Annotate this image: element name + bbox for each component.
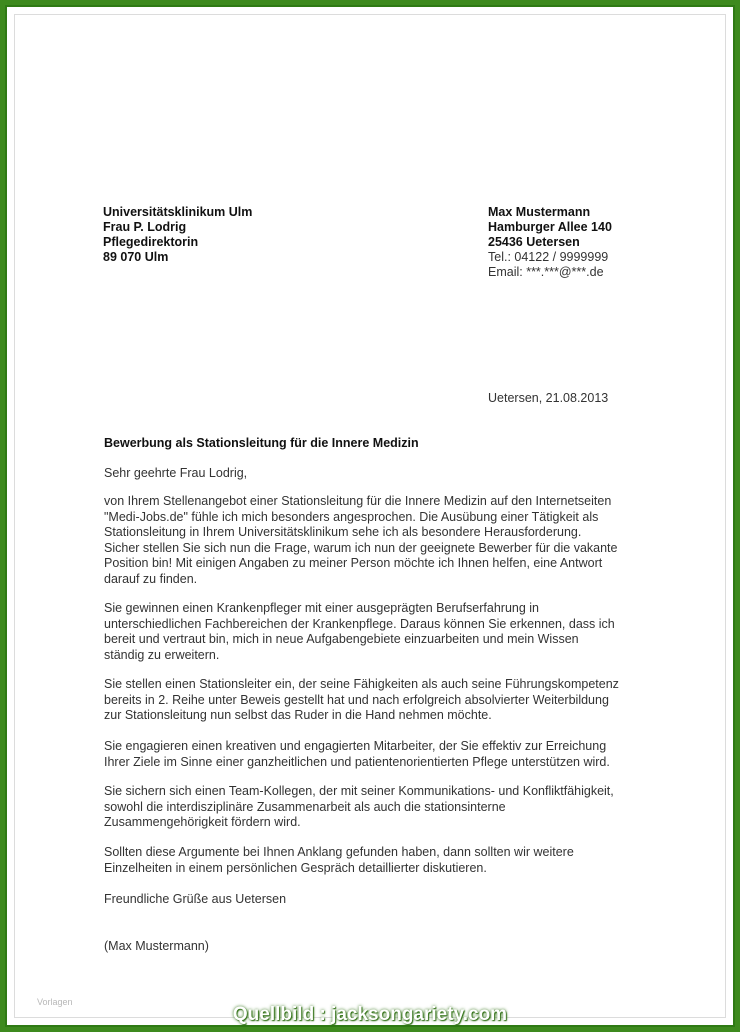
text-line: von Ihrem Stellenangebot einer Stationsleitung für die Innere Medizin auf den Internetseiten [104,494,612,508]
recipient-line: Pflegedirektorin [103,235,199,249]
text-line: "Medi-Jobs.de" fühle ich mich besonders angesprochen. Die Ausübung einer Tätigkeit als [104,509,599,524]
text-line: Ihrer Ziele im Sinne einer ganzheitlichen und patientenorientierten Pflege unterstützen wird. [104,754,610,769]
text-line: Stationsleitung in Ihrem Universitätsklinikum sehe ich als besondere Herausforderung. [104,525,582,539]
sender-city: 25436 Uetersen [488,235,580,249]
letter-subject: Bewerbung als Stationsleitung für die Innere Medizin [104,436,419,450]
recipient-line: Frau P. Lodrig [103,220,187,234]
text-line: Sie engagieren einen kreativen und engagierten Mitarbeiter, der Sie effektiv zur Erreichung [104,739,607,753]
paragraph-teamwork [104,784,649,831]
sender-email: Email: ***.***@***.de [488,265,604,279]
text-line: Sie gewinnen einen Krankenpfleger mit einer ausgeprägten Berufserfahrung in [104,601,540,615]
signature: (Max Mustermann) [104,939,209,953]
text-line: Position bin! Mit einigen Angaben zu meiner Person möchte ich Ihnen helfen, eine Antwort [104,556,603,570]
text-line: bereits in 2. Reihe unter Beweis gestellt hat und nach erfolgreich absolvierter Weiterbildung [104,692,609,707]
paragraph-creative [104,739,649,770]
salutation: Sehr geehrte Frau Lodrig, [104,466,248,480]
paragraph-intro [104,494,649,587]
recipient-address [103,205,252,265]
text-line: sowohl die interdisziplinäre Zusammenarbeit als auch die stationsinterne [104,799,506,814]
closing: Freundliche Grüße aus Uetersen [104,892,287,906]
text-line: Sie sichern sich einen Team-Kollegen, der mit seiner Kommunikations- und Konfliktfähigkeit, [104,784,614,798]
sender-name: Max Mustermann [488,205,591,219]
text-line: Sollten diese Argumente bei Ihnen Anklang gefunden haben, dann sollten wir weitere [104,845,574,859]
text-line: Einzelheiten in einem persönlichen Gespräch detaillierter diskutieren. [104,860,487,875]
paragraph-conclusion [104,845,649,876]
text-line: zur Stationsleitung nun selbst das Ruder in die Hand nehmen möchte. [104,708,492,722]
text-line: ständig zu erweitern. [104,647,220,662]
letter-page [5,5,735,1027]
text-line: darauf zu finden. [104,571,198,586]
watermark: Vorlagen [37,997,73,1007]
text-line: Zusammengehörigkeit fördern wird. [104,815,301,829]
recipient-line: 89 070 Ulm [103,250,169,264]
text-line: Sie stellen einen Stationsleiter ein, der seine Fähigkeiten als auch seine Führungskompetenz [104,677,619,691]
paragraph-leadership [104,677,649,724]
paragraph-experience [104,601,649,663]
recipient-line: Universitätsklinikum Ulm [103,205,253,219]
sender-street: Hamburger Allee 140 [488,220,612,234]
text-line: bereit und vertraut bin, mich in neue Aufgabengebiete einzuarbeiten und mein Wissen [104,632,579,646]
text-line: Sicher stellen Sie sich nun die Frage, warum ich nun der geeignete Bewerber für die vakante [104,540,618,555]
sender-phone: Tel.: 04122 / 9999999 [488,250,609,264]
source-caption: Quellbild : jacksongariety.com [232,1004,508,1025]
text-line: unterschiedlichen Fachbereichen der Krankenpflege. Daraus können Sie erkennen, dass ich [104,616,615,631]
sender-address [488,205,612,280]
letter-date: Uetersen, 21.08.2013 [488,391,609,405]
